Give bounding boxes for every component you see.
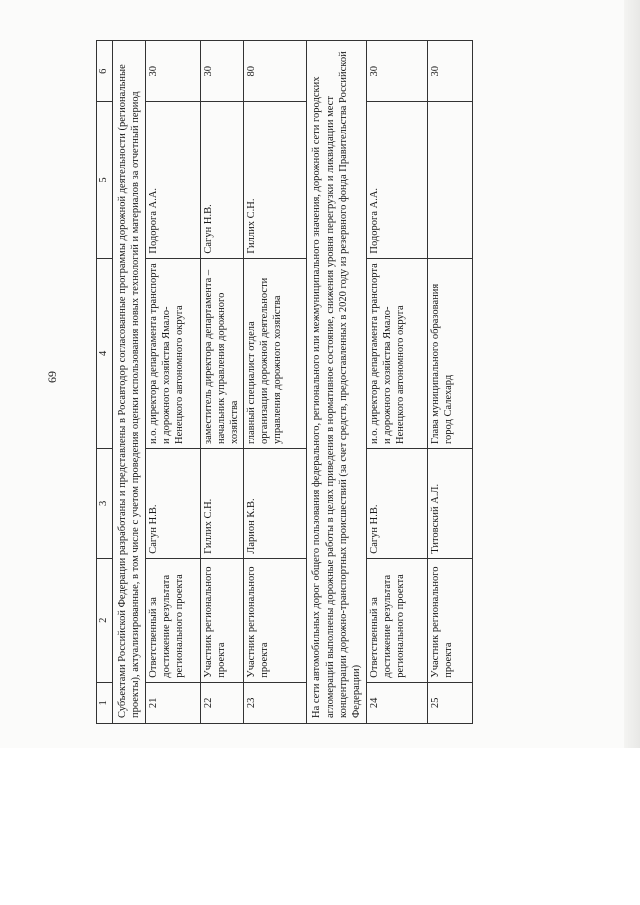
section-row <box>112 41 145 724</box>
row-position: заместитель директора департамента – начальник управления дорожного хозяйства <box>201 258 244 448</box>
blank-margin <box>0 748 640 905</box>
section-row <box>307 41 367 724</box>
row-position: Глава муниципального образования город Салехард <box>427 258 472 448</box>
row-role: Участник регионального проекта <box>201 558 244 682</box>
table-header-row <box>97 41 113 724</box>
header-cell: 1 <box>97 682 113 723</box>
row-percent: 30 <box>201 41 244 102</box>
row-role: Участник регионального проекта <box>244 558 307 682</box>
row-number: 23 <box>244 682 307 723</box>
row-percent: 30 <box>366 41 427 102</box>
row-name: Гиллих С.Н. <box>201 449 244 559</box>
section-heading: Субъектами Российской Федерации разработаны и представлены в Росавтодор согласованные программы дорожной деятельности (региональные проекты), актуализированные, в том числе с учетом проведения оценки использования новых технологий и материалов за отчетный период <box>112 41 145 724</box>
row-supervisor <box>427 102 472 258</box>
row-supervisor: Подорога А.А. <box>366 102 427 258</box>
row-percent: 30 <box>427 41 472 102</box>
row-name: Сагун Н.В. <box>366 449 427 559</box>
row-name: Титовский А.Л. <box>427 449 472 559</box>
row-role: Ответственный за достижение результата регионального проекта <box>146 558 201 682</box>
table-row <box>427 41 472 724</box>
responsibility-table <box>96 40 473 724</box>
row-percent: 30 <box>146 41 201 102</box>
row-role: Участник регионального проекта <box>427 558 472 682</box>
row-position: главный специалист отдела организации дорожной деятельности управления дорожного хозяйства <box>244 258 307 448</box>
row-number: 21 <box>146 682 201 723</box>
table-row <box>146 41 201 724</box>
row-position: и.о. директора департамента транспорта и дорожного хозяйства Ямало-Ненецкого автономного округа <box>146 258 201 448</box>
row-number: 25 <box>427 682 472 723</box>
row-name: Сагун Н.В. <box>146 449 201 559</box>
rotated-table-container <box>96 40 456 724</box>
header-cell: 5 <box>97 102 113 258</box>
header-cell: 3 <box>97 449 113 559</box>
row-role: Ответственный за достижение результата регионального проекта <box>366 558 427 682</box>
row-number: 22 <box>201 682 244 723</box>
page-number: 69 <box>45 371 59 383</box>
header-cell: 2 <box>97 558 113 682</box>
header-cell: 4 <box>97 258 113 448</box>
table-row <box>201 41 244 724</box>
row-position: и.о. директора департамента транспорта и дорожного хозяйства Ямало-Ненецкого автономного округа <box>366 258 427 448</box>
header-cell: 6 <box>97 41 113 102</box>
row-number: 24 <box>366 682 427 723</box>
row-supervisor: Гиллих С.Н. <box>244 102 307 258</box>
row-supervisor: Сагун Н.В. <box>201 102 244 258</box>
table-row <box>366 41 427 724</box>
row-percent: 80 <box>244 41 307 102</box>
row-supervisor: Подорога А.А. <box>146 102 201 258</box>
section-heading: На сети автомобильных дорог общего пользования федерального, регионального или межмуниципального значения, дорожной сети городских агломераций выполнены дорожные работы в целях приведения в нормативное состояние, снижения уровня перегрузки и ликвидации мест концентрации дорожно-транспортных происшествий (за счет средств, предоставленных в 2020 году из резервного фонда Правительства Российской Федерации) <box>307 41 367 724</box>
table-row <box>244 41 307 724</box>
row-name: Ларион К.В. <box>244 449 307 559</box>
